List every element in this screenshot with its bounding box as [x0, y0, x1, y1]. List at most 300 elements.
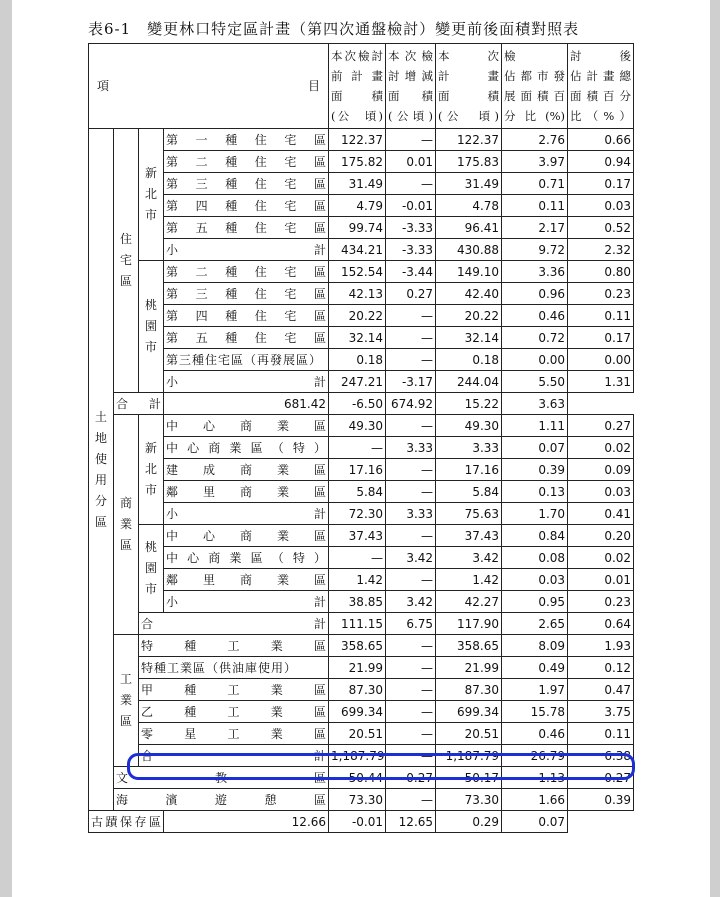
group-c-cell — [139, 261, 164, 393]
value-cell: 21.99 — [329, 657, 386, 679]
row-label — [164, 371, 329, 393]
row-label-text: 第三種住宅區 — [166, 176, 327, 191]
row-label-text: 小計 — [166, 242, 327, 257]
vertical-char: 北 — [144, 462, 157, 476]
value-cell: 3.97 — [502, 151, 568, 173]
row-label-text: 第四種住宅區 — [166, 198, 327, 213]
vertical-char: 園 — [144, 319, 157, 333]
value-cell: 17.16 — [329, 459, 386, 481]
value-cell: 87.30 — [436, 679, 502, 701]
header-line: 佔計畫總 — [570, 69, 632, 83]
table-row — [89, 459, 634, 481]
header-col1 — [329, 44, 386, 129]
value-cell: 0.23 — [568, 591, 634, 613]
value-cell: 0.02 — [568, 547, 634, 569]
value-cell: 0.80 — [568, 261, 634, 283]
row-label-text: 海濱遊憩區 — [116, 792, 327, 807]
value-cell: 0.46 — [502, 305, 568, 327]
value-cell: 38.85 — [329, 591, 386, 613]
value-cell: 5.50 — [502, 371, 568, 393]
row-label — [164, 525, 329, 547]
row-label — [164, 591, 329, 613]
value-cell: -3.17 — [386, 371, 436, 393]
header-line: 佔都市發 — [504, 69, 566, 83]
row-label — [164, 327, 329, 349]
value-cell: 1.11 — [502, 415, 568, 437]
row-label — [164, 305, 329, 327]
value-cell: 0.39 — [502, 459, 568, 481]
value-cell: 0.66 — [568, 129, 634, 151]
header-line: 面 積 — [388, 89, 434, 103]
row-label — [164, 481, 329, 503]
table-row — [89, 217, 634, 239]
header-line: 檢 — [504, 49, 516, 63]
table-row — [89, 437, 634, 459]
value-cell: 5.84 — [436, 481, 502, 503]
value-cell: 152.54 — [329, 261, 386, 283]
row-label — [164, 503, 329, 525]
value-cell: — — [386, 569, 436, 591]
table-row — [89, 327, 634, 349]
vertical-char: 市 — [144, 483, 157, 497]
value-cell: 31.49 — [329, 173, 386, 195]
header-line: 面 積 — [438, 89, 500, 103]
header-line: 本次檢 — [388, 49, 434, 63]
value-cell: 0.72 — [502, 327, 568, 349]
value-cell: 20.51 — [436, 723, 502, 745]
group-c-cell — [139, 129, 164, 261]
vertical-char: 新 — [144, 166, 157, 180]
row-label-text: 小計 — [166, 374, 327, 389]
row-label-text: 第四種住宅區 — [166, 308, 327, 323]
row-label — [139, 723, 329, 745]
value-cell: — — [386, 657, 436, 679]
value-cell: 149.10 — [436, 261, 502, 283]
table-row — [89, 657, 634, 679]
value-cell: 1.42 — [329, 569, 386, 591]
row-label — [164, 239, 329, 261]
header-line: 討 後 — [570, 49, 632, 63]
row-label — [139, 679, 329, 701]
table-row — [89, 679, 634, 701]
header-col3 — [436, 44, 502, 129]
table-row — [89, 415, 634, 437]
value-cell: 0.00 — [568, 349, 634, 371]
header-line: 計 畫 — [438, 69, 500, 83]
table-row — [89, 261, 634, 283]
value-cell: 0.07 — [502, 811, 568, 833]
group-b-cell — [114, 415, 139, 635]
value-cell: 1,187.79 — [329, 745, 386, 767]
group-b-cell — [114, 635, 139, 767]
row-label-text: 第三種住宅區（再發展區） — [166, 352, 323, 367]
value-cell: 0.64 — [568, 613, 634, 635]
value-cell: -6.50 — [329, 393, 386, 415]
row-label-text: 中心商業區（特） — [166, 440, 327, 455]
vertical-char: 桃 — [144, 298, 157, 312]
row-label — [139, 635, 329, 657]
table-row — [89, 371, 634, 393]
vertical-char: 區 — [119, 714, 132, 728]
value-cell: — — [386, 459, 436, 481]
row-label — [139, 613, 329, 635]
vertical-char: 業 — [119, 517, 132, 531]
table-row — [89, 701, 634, 723]
row-label-text: 合計 — [116, 396, 161, 411]
value-cell: — — [386, 327, 436, 349]
value-cell: 0.96 — [502, 283, 568, 305]
vertical-char: 宅 — [119, 253, 132, 267]
vertical-char: 業 — [119, 693, 132, 707]
header-line: 本次檢討 — [331, 49, 384, 63]
value-cell: 1.97 — [502, 679, 568, 701]
group-b-cell — [114, 129, 139, 393]
value-cell: 0.01 — [568, 569, 634, 591]
value-cell: 3.33 — [386, 503, 436, 525]
row-label — [164, 437, 329, 459]
table-row — [89, 151, 634, 173]
row-label-text: 合計 — [141, 616, 327, 631]
header-item-right: 目 — [308, 79, 321, 93]
value-cell: 117.90 — [436, 613, 502, 635]
header-line: 前 計 畫 — [331, 69, 384, 83]
vertical-char: 使 — [94, 451, 107, 466]
row-label — [164, 195, 329, 217]
row-label — [114, 789, 329, 811]
value-cell: 0.03 — [568, 195, 634, 217]
row-label-text: 乙種工業區 — [141, 704, 327, 719]
value-cell: 3.63 — [502, 393, 568, 415]
value-cell: 0.11 — [568, 305, 634, 327]
row-label-text: 特種工業區 — [141, 638, 327, 653]
header-line: 面 積 — [331, 89, 384, 103]
row-label — [139, 701, 329, 723]
value-cell: 0.01 — [386, 151, 436, 173]
row-label — [164, 459, 329, 481]
value-cell: 3.33 — [386, 437, 436, 459]
value-cell: 0.02 — [568, 437, 634, 459]
header-line: (公頃) — [388, 109, 434, 123]
header-item-left: 項 — [97, 79, 110, 93]
row-label-text: 特種工業區（供油庫使用） — [141, 660, 298, 675]
value-cell: 73.30 — [436, 789, 502, 811]
value-cell: — — [386, 745, 436, 767]
value-cell: 3.42 — [436, 547, 502, 569]
row-label-text: 文教區 — [116, 770, 327, 785]
value-cell: -3.33 — [386, 239, 436, 261]
row-label-text: 小計 — [166, 506, 327, 521]
value-cell: 42.13 — [329, 283, 386, 305]
value-cell: 31.49 — [436, 173, 502, 195]
value-cell: 20.22 — [329, 305, 386, 327]
vertical-char: 北 — [144, 187, 157, 201]
table-row — [89, 393, 634, 415]
row-label — [114, 393, 164, 415]
value-cell: 0.46 — [502, 723, 568, 745]
value-cell: 17.16 — [436, 459, 502, 481]
value-cell: 247.21 — [329, 371, 386, 393]
value-cell: 21.99 — [436, 657, 502, 679]
table-row — [89, 811, 634, 833]
value-cell: 0.41 — [568, 503, 634, 525]
row-label-text: 第三種住宅區 — [166, 286, 327, 301]
value-cell: 4.79 — [329, 195, 386, 217]
value-cell: 2.17 — [502, 217, 568, 239]
value-cell: 9.72 — [502, 239, 568, 261]
value-cell: 87.30 — [329, 679, 386, 701]
value-cell: 75.63 — [436, 503, 502, 525]
table-row — [89, 613, 634, 635]
row-label-text: 鄰里商業區 — [166, 484, 327, 499]
value-cell: 3.42 — [386, 591, 436, 613]
value-cell: 0.27 — [386, 283, 436, 305]
vertical-char: 住 — [119, 232, 132, 246]
value-cell: 3.42 — [386, 547, 436, 569]
value-cell: 111.15 — [329, 613, 386, 635]
value-cell: 358.65 — [436, 635, 502, 657]
row-label-text: 第五種住宅區 — [166, 220, 327, 235]
row-label — [89, 811, 164, 833]
value-cell: 1.13 — [502, 767, 568, 789]
value-cell: 15.22 — [436, 393, 502, 415]
area-comparison-table — [88, 43, 634, 833]
value-cell: 0.11 — [502, 195, 568, 217]
value-cell: 0.09 — [568, 459, 634, 481]
value-cell: 175.83 — [436, 151, 502, 173]
value-cell: 1,187.79 — [436, 745, 502, 767]
header-line: 展面積百 — [504, 89, 566, 103]
header-line: (公 頃) — [331, 109, 384, 123]
value-cell: 0.18 — [329, 349, 386, 371]
table-row — [89, 635, 634, 657]
value-cell: — — [386, 789, 436, 811]
value-cell: — — [386, 349, 436, 371]
header-line: 本 次 — [438, 49, 500, 63]
value-cell: 681.42 — [164, 393, 329, 415]
value-cell: 99.74 — [329, 217, 386, 239]
value-cell: 26.79 — [502, 745, 568, 767]
value-cell: 0.08 — [502, 547, 568, 569]
vertical-char: 市 — [144, 582, 157, 596]
vertical-char: 工 — [119, 672, 132, 686]
value-cell: 49.30 — [329, 415, 386, 437]
value-cell: 0.29 — [436, 811, 502, 833]
value-cell: 0.52 — [568, 217, 634, 239]
row-label-text: 合計 — [141, 748, 327, 763]
vertical-char: 地 — [94, 430, 107, 445]
row-label-text: 第五種住宅區 — [166, 330, 327, 345]
header-line: 比（%） — [570, 109, 632, 123]
value-cell: 42.40 — [436, 283, 502, 305]
row-label-text: 古蹟保存區 — [91, 814, 161, 829]
value-cell: 0.27 — [568, 415, 634, 437]
value-cell: -3.33 — [386, 217, 436, 239]
table-row — [89, 481, 634, 503]
vertical-char: 土 — [94, 409, 107, 424]
row-label — [164, 547, 329, 569]
highlight-outline — [127, 753, 635, 780]
row-label — [164, 173, 329, 195]
value-cell: 72.30 — [329, 503, 386, 525]
value-cell: 49.30 — [436, 415, 502, 437]
table-row — [89, 283, 634, 305]
row-label — [164, 415, 329, 437]
value-cell: 12.66 — [164, 811, 329, 833]
value-cell: 32.14 — [329, 327, 386, 349]
value-cell: 434.21 — [329, 239, 386, 261]
table-row — [89, 349, 634, 371]
table-row — [89, 525, 634, 547]
value-cell: — — [386, 129, 436, 151]
value-cell: 37.43 — [329, 525, 386, 547]
value-cell: 73.30 — [329, 789, 386, 811]
value-cell: — — [386, 481, 436, 503]
table-row — [89, 305, 634, 327]
row-label-text: 中心商業區（特） — [166, 550, 327, 565]
vertical-char: 新 — [144, 441, 157, 455]
value-cell: 430.88 — [436, 239, 502, 261]
value-cell: 6.75 — [386, 613, 436, 635]
table-row — [89, 195, 634, 217]
value-cell: 175.82 — [329, 151, 386, 173]
value-cell: 0.00 — [502, 349, 568, 371]
value-cell: 2.65 — [502, 613, 568, 635]
row-label-text: 建成商業區 — [166, 462, 327, 477]
value-cell: — — [386, 701, 436, 723]
table-row — [89, 569, 634, 591]
value-cell: -3.44 — [386, 261, 436, 283]
vertical-char: 用 — [94, 472, 107, 487]
vertical-char: 桃 — [144, 540, 157, 554]
value-cell: 2.76 — [502, 129, 568, 151]
row-label — [164, 349, 329, 371]
header-row — [89, 44, 634, 129]
value-cell: 3.36 — [502, 261, 568, 283]
value-cell: 50.44 — [329, 767, 386, 789]
table-row — [89, 129, 634, 151]
table-row — [89, 547, 634, 569]
value-cell: 1.42 — [436, 569, 502, 591]
row-label-text: 第一種住宅區 — [166, 132, 327, 147]
value-cell: 122.37 — [436, 129, 502, 151]
value-cell: — — [329, 437, 386, 459]
value-cell: 0.03 — [502, 569, 568, 591]
value-cell: 4.78 — [436, 195, 502, 217]
header-line: 討增減 — [388, 69, 434, 83]
value-cell: 5.84 — [329, 481, 386, 503]
value-cell: — — [329, 547, 386, 569]
value-cell: 37.43 — [436, 525, 502, 547]
header-col5 — [568, 44, 634, 129]
header-line: 面積百分 — [570, 89, 632, 103]
value-cell: 42.27 — [436, 591, 502, 613]
value-cell: 1.66 — [502, 789, 568, 811]
vertical-char: 商 — [119, 496, 132, 510]
value-cell: 50.17 — [436, 767, 502, 789]
value-cell: 358.65 — [329, 635, 386, 657]
row-label-text: 第二種住宅區 — [166, 264, 327, 279]
value-cell: 0.03 — [568, 481, 634, 503]
value-cell: 20.51 — [329, 723, 386, 745]
row-label — [164, 261, 329, 283]
row-label-text: 鄰里商業區 — [166, 572, 327, 587]
row-label — [164, 569, 329, 591]
header-col4 — [502, 44, 568, 129]
value-cell: 6.38 — [568, 745, 634, 767]
value-cell: — — [386, 723, 436, 745]
value-cell: 0.84 — [502, 525, 568, 547]
value-cell: -0.01 — [386, 195, 436, 217]
header-line: 分比(%) — [504, 109, 566, 123]
value-cell: 0.47 — [568, 679, 634, 701]
group-a-cell — [89, 129, 114, 811]
vertical-char: 市 — [144, 340, 157, 354]
value-cell: 0.17 — [568, 327, 634, 349]
vertical-char: 園 — [144, 561, 157, 575]
value-cell: 0.95 — [502, 591, 568, 613]
group-c-cell — [139, 415, 164, 525]
value-cell: 32.14 — [436, 327, 502, 349]
value-cell: — — [386, 305, 436, 327]
row-label — [164, 283, 329, 305]
value-cell: 2.32 — [568, 239, 634, 261]
table-row — [89, 591, 634, 613]
value-cell: 0.39 — [568, 789, 634, 811]
value-cell: — — [386, 635, 436, 657]
vertical-char: 區 — [119, 274, 132, 288]
value-cell: 122.37 — [329, 129, 386, 151]
value-cell: 0.71 — [502, 173, 568, 195]
row-label — [164, 217, 329, 239]
value-cell: 674.92 — [386, 393, 436, 415]
value-cell: 0.94 — [568, 151, 634, 173]
value-cell: 1.70 — [502, 503, 568, 525]
row-label — [164, 129, 329, 151]
value-cell: 96.41 — [436, 217, 502, 239]
row-label-text: 小計 — [166, 594, 327, 609]
row-label-text: 零星工業區 — [141, 726, 327, 741]
vertical-char: 分 — [94, 493, 107, 508]
table-title: 表6-1 變更林口特定區計畫（第四次通盤檢討）變更前後面積對照表 — [88, 20, 580, 38]
value-cell: 0.13 — [502, 481, 568, 503]
vertical-char: 區 — [119, 538, 132, 552]
table-row — [89, 789, 634, 811]
value-cell: 0.11 — [568, 723, 634, 745]
row-label — [164, 151, 329, 173]
value-cell: — — [386, 525, 436, 547]
table-row — [89, 239, 634, 261]
value-cell: 20.22 — [436, 305, 502, 327]
value-cell: 0.23 — [568, 283, 634, 305]
value-cell: 3.33 — [436, 437, 502, 459]
value-cell: 8.09 — [502, 635, 568, 657]
vertical-char: 區 — [94, 514, 107, 529]
value-cell: — — [386, 415, 436, 437]
value-cell: 699.34 — [329, 701, 386, 723]
value-cell: 1.93 — [568, 635, 634, 657]
table-row — [89, 173, 634, 195]
value-cell: -0.27 — [386, 767, 436, 789]
group-c-cell — [139, 525, 164, 613]
value-cell: 0.49 — [502, 657, 568, 679]
value-cell: 0.27 — [568, 767, 634, 789]
value-cell: 3.75 — [568, 701, 634, 723]
value-cell: 244.04 — [436, 371, 502, 393]
vertical-char: 市 — [144, 208, 157, 222]
table-row — [89, 723, 634, 745]
value-cell: 699.34 — [436, 701, 502, 723]
value-cell: 1.31 — [568, 371, 634, 393]
